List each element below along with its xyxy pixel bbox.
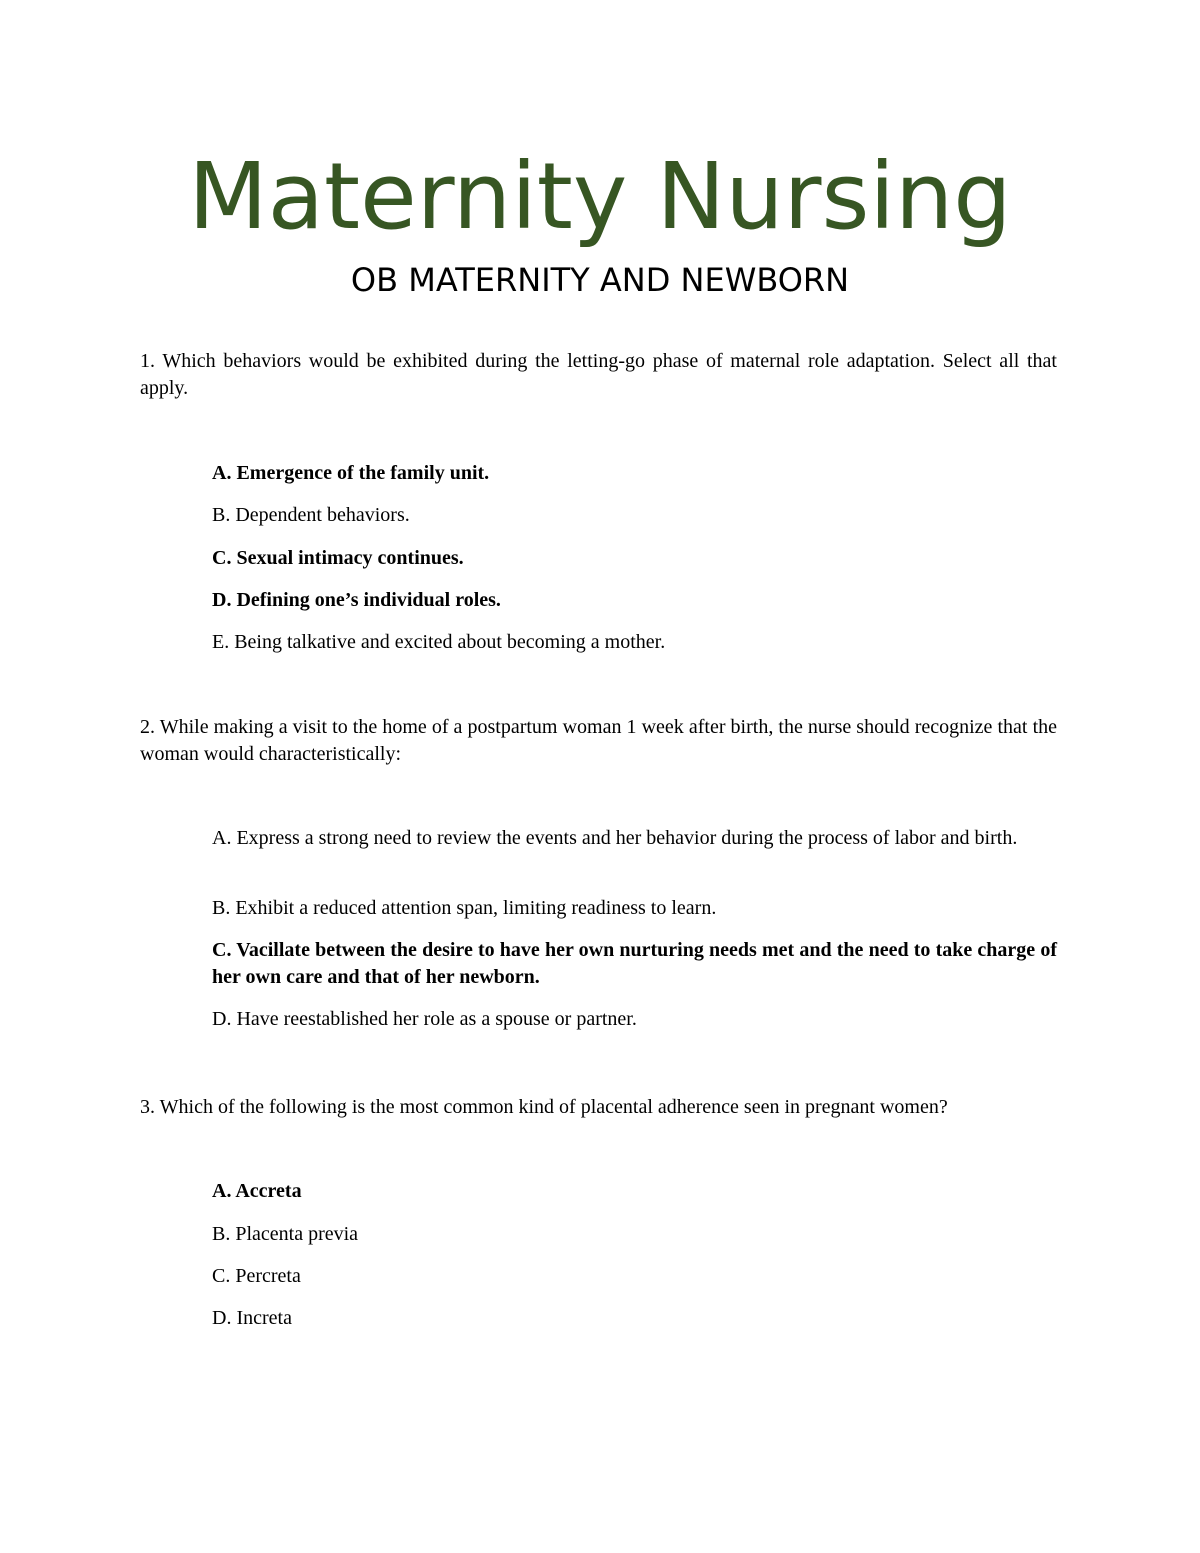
question-3-option-d: D. Increta — [212, 1307, 292, 1329]
question-3-text: 3. Which of the following is the most common kind of placental adherence seen in pregnant women? — [140, 1096, 948, 1118]
question-1-option-c: C. Sexual intimacy continues. — [212, 547, 464, 569]
question-2-text: 2. While making a visit to the home of a postpartum woman 1 week after birth, the nurse should recognize that the woman would characteristically: — [140, 716, 1057, 765]
question-3-option-a: A. Accreta — [212, 1180, 302, 1202]
question-1-text: 1. Which behaviors would be exhibited during the letting-go phase of maternal role adaptation. Select all that apply. — [140, 350, 1057, 399]
document-subtitle: OB MATERNITY AND NEWBORN — [350, 261, 850, 299]
question-1-option-e: E. Being talkative and excited about becoming a mother. — [212, 631, 666, 653]
question-1-option-b: B. Dependent behaviors. — [212, 504, 410, 526]
question-1-option-a: A. Emergence of the family unit. — [212, 462, 490, 484]
question-3-option-b: B. Placenta previa — [212, 1223, 359, 1245]
question-1-option-d: D. Defining one’s individual roles. — [212, 589, 501, 611]
question-3-option-c: C. Percreta — [212, 1265, 301, 1287]
question-2-option-c: C. Vacillate between the desire to have her own nurturing needs met and the need to take charge of her own care and that of her newborn. — [212, 939, 1057, 988]
question-2-option-a: A. Express a strong need to review the events and her behavior during the process of labor and birth. — [212, 827, 1018, 849]
question-2-option-b: B. Exhibit a reduced attention span, limiting readiness to learn. — [212, 897, 717, 919]
document-title: Maternity Nursing — [188, 143, 1012, 250]
question-2-option-d: D. Have reestablished her role as a spouse or partner. — [212, 1008, 637, 1030]
